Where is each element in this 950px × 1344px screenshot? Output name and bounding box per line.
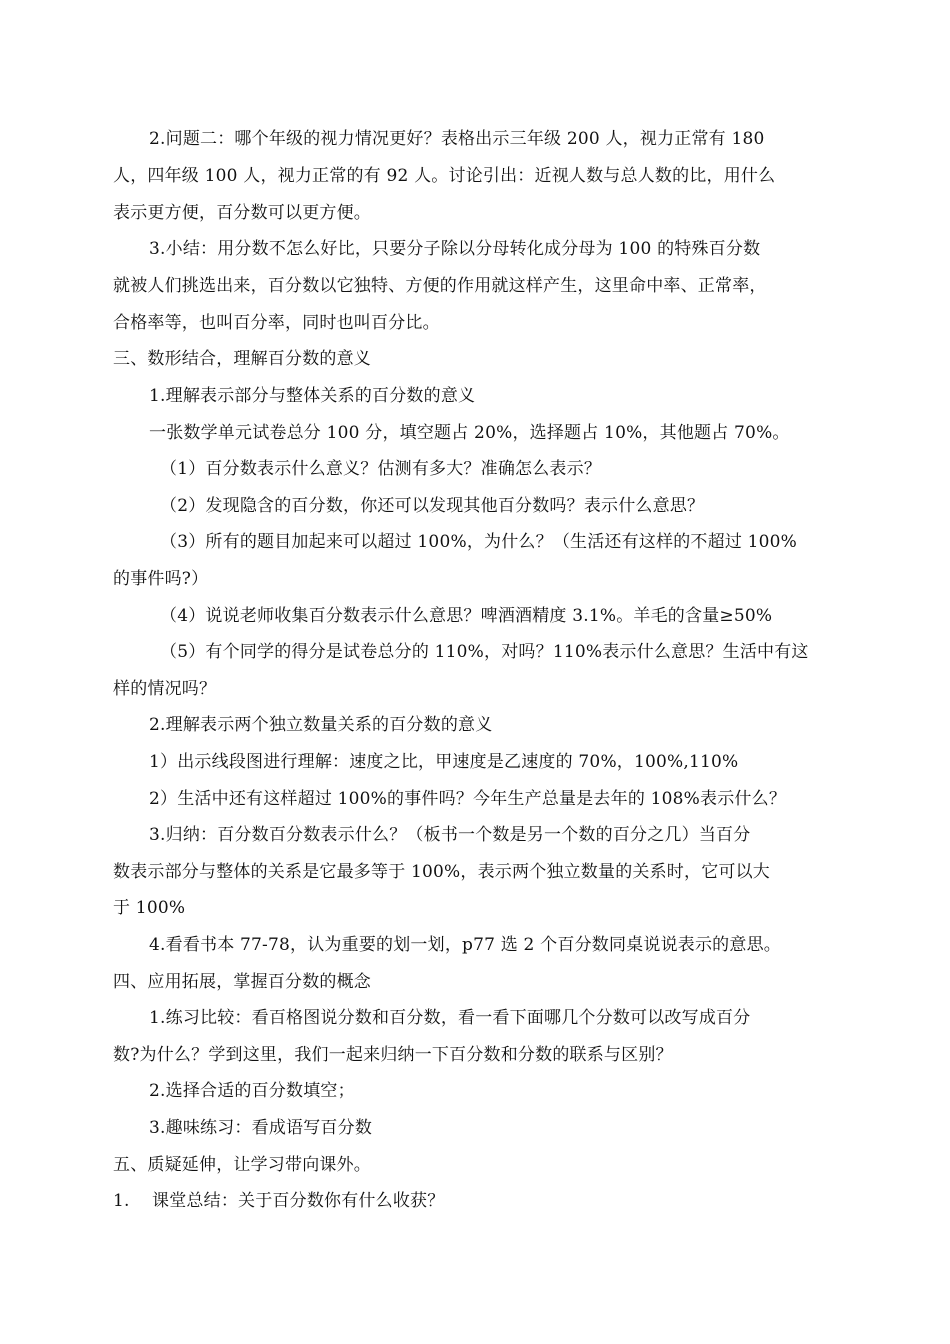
- list-item: （1）百分数表示什么意义？估测有多大？准确怎么表示？: [160, 459, 602, 479]
- section-heading: 五、质疑延伸，让学习带向课外。: [113, 1155, 371, 1175]
- paragraph-line: 就被人们挑选出来，百分数以它独特、方便的作用就这样产生，这里命中率、正常率，: [113, 276, 767, 296]
- list-item: （5）有个同学的得分是试卷总分的 110%，对吗？110%表示什么意思？生活中有这: [160, 642, 809, 662]
- section-heading: 三、数形结合，理解百分数的意义: [113, 349, 371, 369]
- paragraph-line: 2.选择合适的百分数填空；: [149, 1081, 355, 1101]
- paragraph-line: 数?为什么？学到这里，我们一起来归纳一下百分数和分数的联系与区别？: [113, 1045, 673, 1065]
- paragraph-line: 3.趣味练习：看成语写百分数: [149, 1118, 373, 1138]
- section-heading: 四、应用拓展，掌握百分数的概念: [113, 972, 371, 992]
- list-item: （4）说说老师收集百分数表示什么意思？啤酒酒精度 3.1%。羊毛的含量≥50%: [160, 606, 773, 626]
- paragraph-line: 一张数学单元试卷总分 100 分，填空题占 20%，选择题占 10%，其他题占 70%。: [149, 423, 790, 443]
- list-item: 1. 课堂总结：关于百分数你有什么收获？: [113, 1191, 445, 1211]
- paragraph-line: 合格率等，也叫百分率，同时也叫百分比。: [113, 313, 440, 333]
- paragraph-line: 4.看看书本 77-78，认为重要的划一划，p77 选 2 个百分数同桌说说表示的意思。: [149, 935, 781, 955]
- paragraph-line: 3.归纳：百分数百分数表示什么？（板书一个数是另一个数的百分之几）当百分: [149, 825, 751, 845]
- list-item: （3）所有的题目加起来可以超过 100%，为什么？（生活还有这样的不超过 100%: [160, 532, 798, 552]
- paragraph-line: 1.练习比较：看百格图说分数和百分数，看一看下面哪几个分数可以改写成百分: [149, 1008, 751, 1028]
- list-item: 1）出示线段图进行理解：速度之比，甲速度是乙速度的 70%，100%,110%: [149, 752, 739, 772]
- paragraph-line: 于 100%: [113, 898, 186, 918]
- paragraph-line: 表示更方便，百分数可以更方便。: [113, 203, 371, 223]
- paragraph-line: 的事件吗?）: [113, 569, 209, 589]
- list-item: （2）发现隐含的百分数，你还可以发现其他百分数吗？表示什么意思？: [160, 496, 705, 516]
- paragraph-line: 3.小结：用分数不怎么好比，只要分子除以分母转化成分母为 100 的特殊百分数: [149, 239, 761, 259]
- subsection-heading: 2.理解表示两个独立数量关系的百分数的意义: [149, 715, 493, 735]
- paragraph-line: 人，四年级 100 人，视力正常的有 92 人。讨论引出：近视人数与总人数的比，用什么: [113, 166, 776, 186]
- list-item: 2）生活中还有这样超过 100%的事件吗？今年生产总量是去年的 108%表示什么？: [149, 789, 787, 809]
- paragraph-line: 2.问题二：哪个年级的视力情况更好？表格出示三年级 200 人，视力正常有 180: [149, 129, 765, 149]
- subsection-heading: 1.理解表示部分与整体关系的百分数的意义: [149, 386, 476, 406]
- paragraph-line: 样的情况吗？: [113, 679, 217, 699]
- paragraph-line: 数表示部分与整体的关系是它最多等于 100%，表示两个独立数量的关系时，它可以大: [113, 862, 771, 882]
